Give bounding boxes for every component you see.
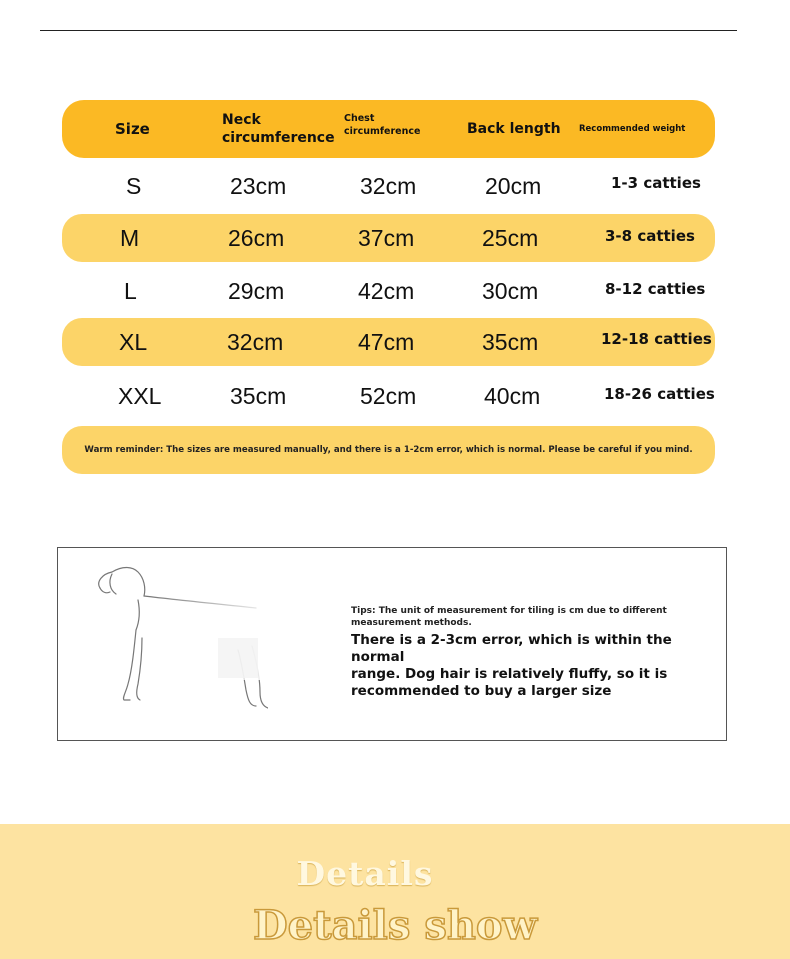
header-neck: Neck circumference [222,112,335,146]
details-banner [0,824,790,959]
cell-chest: 32cm [360,172,417,199]
cell-weight: 18-26 catties [604,385,715,403]
warm-reminder [62,426,715,474]
cell-neck: 32cm [227,328,284,355]
table-row [62,162,715,210]
cell-back: 40cm [484,382,541,409]
header-weight: Recommended weight [579,124,686,134]
cell-size: S [126,172,142,199]
header-back-length: Back length [467,121,561,137]
cell-size: XL [119,328,148,355]
cell-chest: 47cm [358,328,415,355]
cell-weight: 1-3 catties [611,174,701,192]
cell-weight: 12-18 catties [601,330,712,348]
cell-chest: 37cm [358,224,415,251]
tips-warning: There is a 2-3cm error, which is within the normal range. Dog hair is relatively fluffy, so it is recommended to buy a larger size [351,632,672,699]
cell-neck: 23cm [230,172,287,199]
cell-size: XXL [118,382,162,409]
cell-weight: 3-8 catties [605,227,695,245]
divider-line [40,30,737,31]
tips-note: Tips: The unit of measurement for tiling is cm due to different measurement methods. [351,606,667,628]
header-size: Size [115,120,150,138]
header-chest: Chest circumference [344,113,421,137]
cell-back: 20cm [485,172,542,199]
banner-title: Details show [252,902,538,949]
cell-size: M [120,224,140,251]
cell-back: 35cm [482,328,539,355]
table-row [62,318,715,366]
cell-neck: 29cm [228,277,285,304]
cropped-heading [230,0,540,2]
table-row [62,214,715,262]
measurement-tips-box [57,547,727,741]
cell-neck: 26cm [228,224,285,251]
banner-subtitle: Details [296,854,434,893]
warm-reminder-text: Warm reminder: The sizes are measured manually, and there is a 1-2cm error, which is normal. Please be careful if you mind. [84,445,693,455]
cell-neck: 35cm [230,382,287,409]
dog-outline-icon [88,560,268,710]
cell-back: 30cm [482,277,539,304]
table-row [62,267,715,315]
cell-chest: 52cm [360,382,417,409]
cell-chest: 42cm [358,277,415,304]
cell-back: 25cm [482,224,539,251]
cell-weight: 8-12 catties [605,280,706,298]
size-table-header [62,100,715,158]
cell-size: L [124,277,137,304]
table-row [62,372,715,420]
